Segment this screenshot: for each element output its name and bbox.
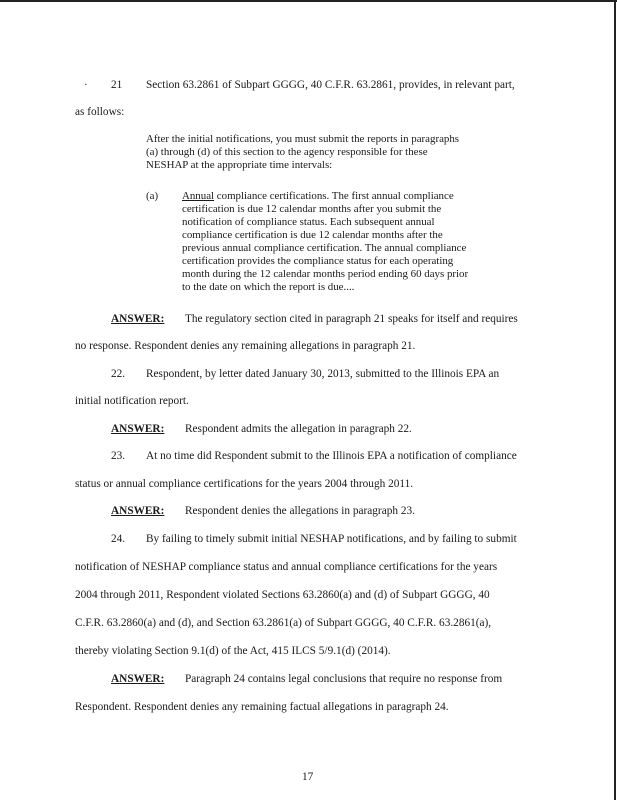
- paragraph-text: By failing to timely submit initial NESHAP notifications, and by failing to submit: [146, 533, 517, 545]
- quote-line: After the initial notifications, you must submit the reports in paragraphs: [146, 133, 460, 145]
- answer-label: ANSWER:: [111, 673, 165, 685]
- quote-item-label: (a): [146, 190, 159, 202]
- answer-label: ANSWER:: [111, 423, 165, 435]
- answer-text: The regulatory section cited in paragraph 21 speaks for itself and requires: [185, 313, 518, 325]
- paragraph-text: C.F.R. 63.2860(a) and (d), and Section 63.2861(a) of Subpart GGGG, 40 C.F.R. 63.2861(a),: [75, 617, 492, 629]
- quote-line: NESHAP at the appropriate time intervals:: [146, 159, 333, 171]
- paragraph-text: 2004 through 2011, Respondent violated Sections 63.2860(a) and (d) of Subpart GGGG, 40: [75, 589, 490, 601]
- paragraph-number: 22.: [111, 368, 126, 380]
- right-border: [614, 0, 616, 800]
- margin-mark: ·: [84, 79, 88, 91]
- paragraph-text: notification of NESHAP compliance status and annual compliance certifications for the years: [75, 561, 498, 573]
- quote-line: [182, 190, 454, 203]
- paragraph-text: initial notification report.: [75, 395, 189, 407]
- quote-line: certification is due 12 calendar months after you submit the: [182, 203, 442, 215]
- quote-line: month during the 12 calendar months period ending 60 days prior: [182, 268, 469, 280]
- quote-underlined-word: Annual: [182, 190, 215, 202]
- quote-line: notification of compliance status. Each subsequent annual: [182, 216, 435, 228]
- answer-label: ANSWER:: [111, 313, 165, 325]
- quote-line: compliance certification is due 12 calendar months after the: [182, 229, 443, 241]
- paragraph-text: Respondent, by letter dated January 30, 2013, submitted to the Illinois EPA an: [146, 368, 500, 380]
- top-border: [0, 0, 617, 2]
- paragraph-number: 23.: [111, 450, 126, 462]
- paragraph-number: 24.: [111, 533, 126, 545]
- quote-line: (a) through (d) of this section to the agency responsible for these: [146, 146, 428, 158]
- quote-line: to the date on which the report is due....: [182, 281, 355, 293]
- paragraph-text: Section 63.2861 of Subpart GGGG, 40 C.F.R. 63.2861, provides, in relevant part,: [146, 79, 515, 91]
- answer-text: no response. Respondent denies any remaining allegations in paragraph 21.: [75, 340, 416, 352]
- answer-text: Paragraph 24 contains legal conclusions that require no response from: [185, 673, 503, 685]
- paragraph-text: as follows:: [75, 106, 125, 118]
- answer-label: ANSWER:: [111, 505, 165, 517]
- quote-line-rest: compliance certifications. The first annual compliance: [214, 190, 454, 202]
- answer-text: Respondent denies the allegations in paragraph 23.: [185, 505, 415, 517]
- answer-text: Respondent. Respondent denies any remaining factual allegations in paragraph 24.: [75, 701, 449, 713]
- paragraph-text: status or annual compliance certifications for the years 2004 through 2011.: [75, 478, 414, 490]
- paragraph-number: 21: [111, 79, 123, 91]
- quote-line: previous annual compliance certification. The annual compliance: [182, 242, 467, 254]
- quote-line: certification provides the compliance status for each operating: [182, 255, 454, 267]
- paragraph-text: At no time did Respondent submit to the Illinois EPA a notification of compliance: [146, 450, 517, 462]
- paragraph-text: thereby violating Section 9.1(d) of the Act, 415 ILCS 5/9.1(d) (2014).: [75, 645, 391, 657]
- answer-text: Respondent admits the allegation in paragraph 22.: [185, 423, 412, 435]
- page-number: 17: [302, 771, 314, 783]
